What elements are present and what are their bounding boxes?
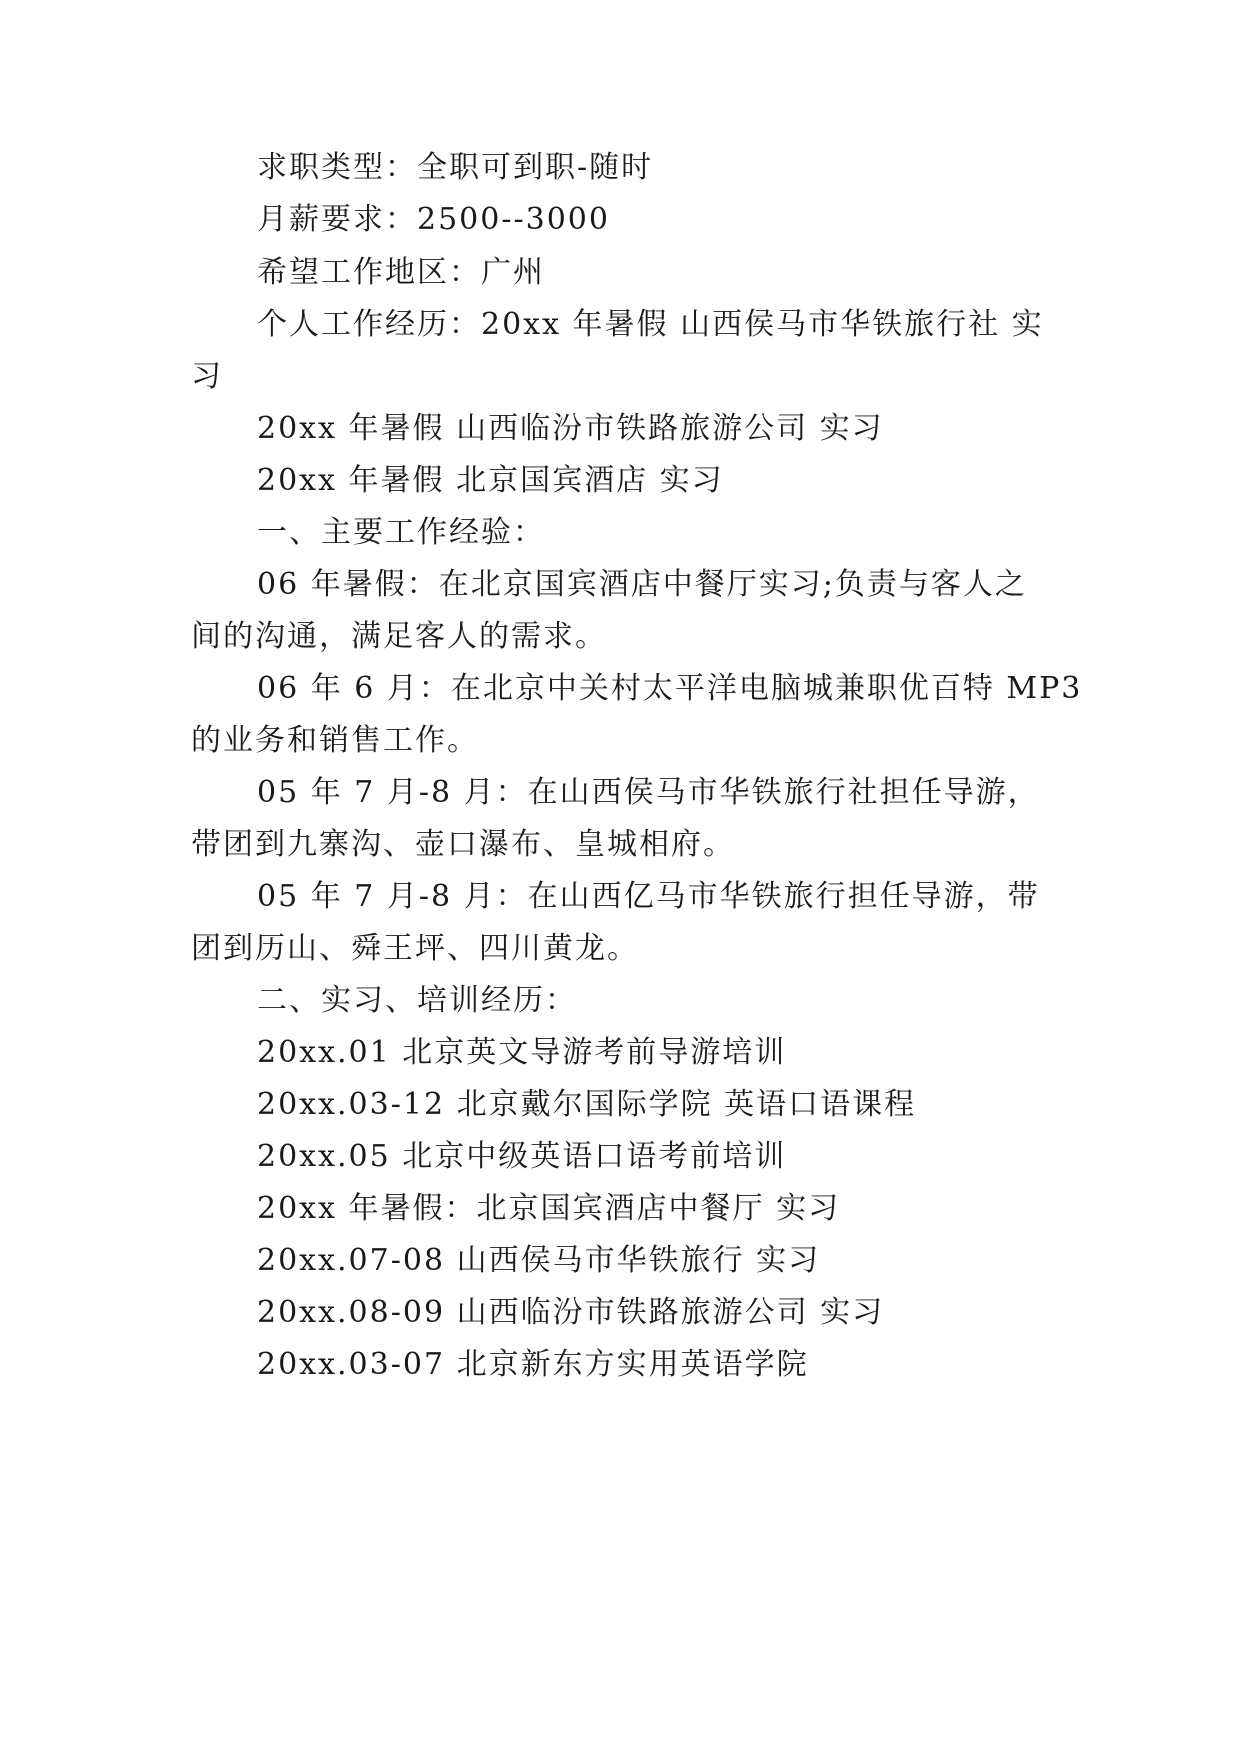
experience-item-cont: 的业务和销售工作。	[191, 723, 479, 758]
work-history-line: 个人工作经历：20xx 年暑假 山西侯马市华铁旅行社 实	[257, 307, 1044, 342]
section-heading: 二、实习、培训经历：	[257, 983, 577, 1018]
work-history-item: 20xx 年暑假 北京国宾酒店 实习	[257, 463, 724, 498]
work-history-item: 20xx 年暑假 山西临汾市铁路旅游公司 实习	[257, 411, 884, 446]
experience-item: 06 年 6 月：在北京中关村太平洋电脑城兼职优百特 MP3	[257, 671, 1083, 706]
training-item: 20xx.03-07 北京新东方实用英语学院	[257, 1347, 809, 1382]
experience-item-cont: 团到历山、舜王坪、四川黄龙。	[191, 931, 639, 966]
training-item: 20xx.01 北京英文导游考前导游培训	[257, 1035, 787, 1070]
experience-item: 05 年 7 月-8 月：在山西侯马市华铁旅行社担任导游，	[257, 775, 1040, 810]
salary-line: 月薪要求：2500--3000	[257, 202, 610, 237]
training-item: 20xx.05 北京中级英语口语考前培训	[257, 1139, 787, 1174]
job-type-line: 求职类型：全职可到职-随时	[257, 150, 654, 185]
experience-item: 06 年暑假：在北京国宾酒店中餐厅实习;负责与客人之	[257, 567, 1027, 602]
training-item: 20xx.07-08 山西侯马市华铁旅行 实习	[257, 1243, 821, 1278]
experience-item-cont: 间的沟通，满足客人的需求。	[191, 619, 607, 654]
experience-item-cont: 带团到九寨沟、壶口瀑布、皇城相府。	[191, 827, 735, 862]
training-item: 20xx.03-12 北京戴尔国际学院 英语口语课程	[257, 1087, 917, 1122]
training-item: 20xx 年暑假：北京国宾酒店中餐厅 实习	[257, 1191, 841, 1226]
location-line: 希望工作地区：广州	[257, 255, 545, 290]
work-history-line-cont: 习	[191, 359, 223, 394]
training-item: 20xx.08-09 山西临汾市铁路旅游公司 实习	[257, 1295, 885, 1330]
section-heading: 一、主要工作经验：	[257, 515, 545, 550]
experience-item: 05 年 7 月-8 月：在山西亿马市华铁旅行担任导游，带	[257, 879, 1040, 914]
